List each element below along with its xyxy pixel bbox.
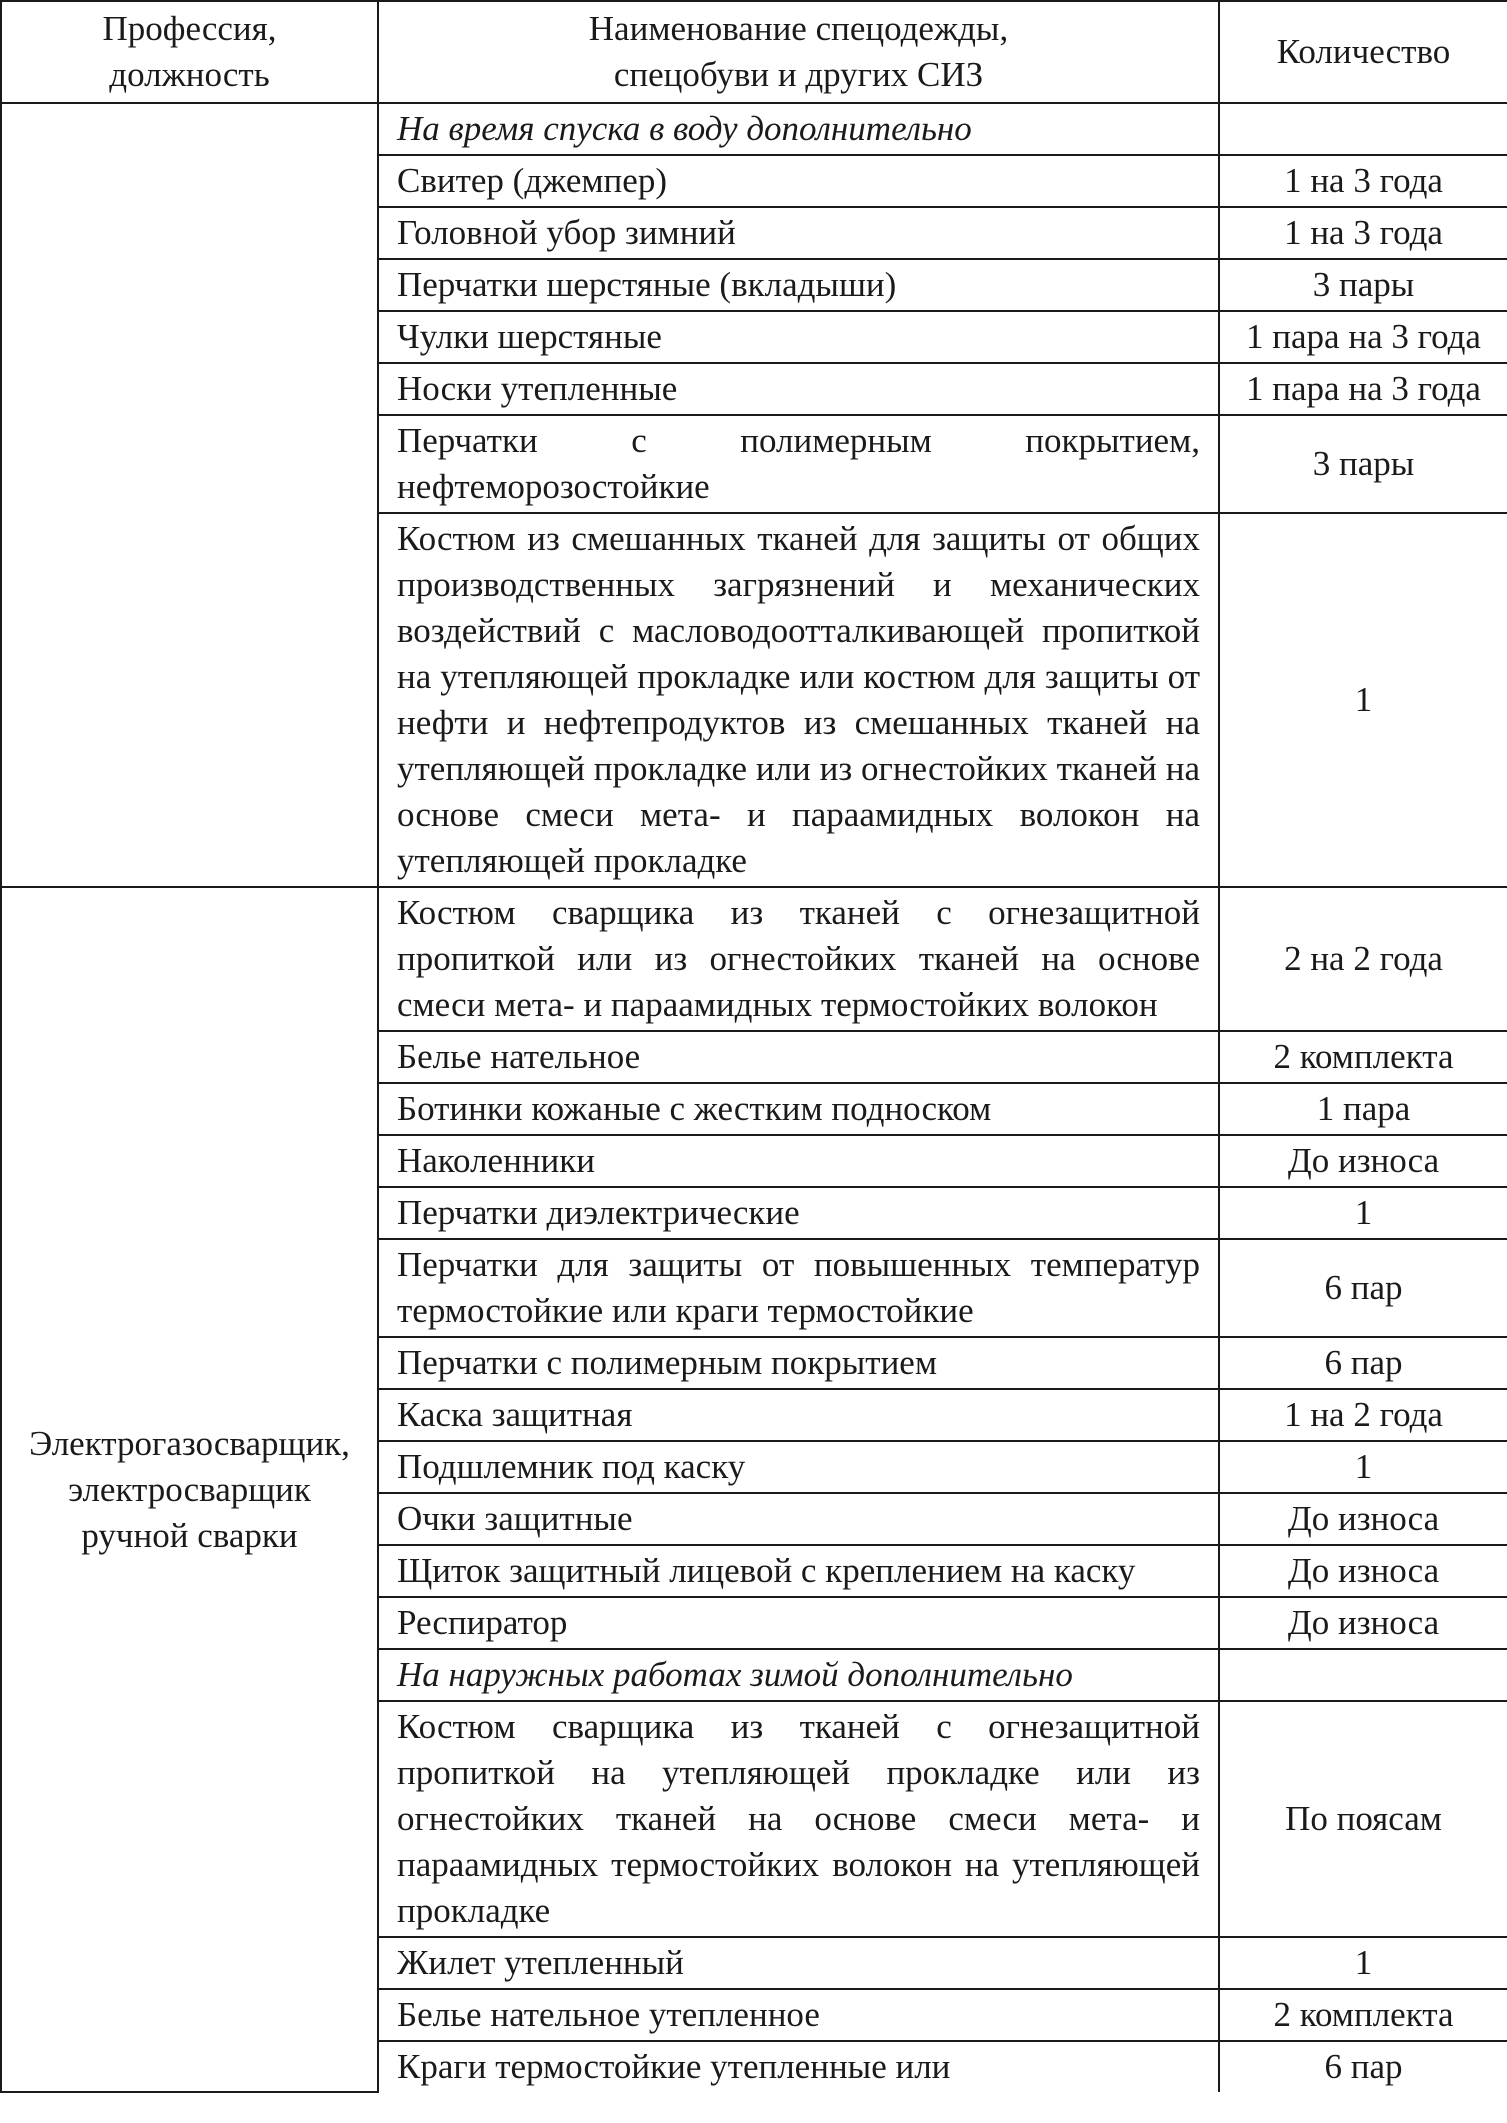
item-cell: Перчатки шерстяные (вкладыши) bbox=[378, 259, 1219, 311]
table-body bbox=[1, 103, 1507, 2092]
quantity-cell: До износа bbox=[1219, 1597, 1507, 1649]
header-quantity: Количество bbox=[1219, 1, 1507, 103]
item-cell: Краги термостойкие утепленные или bbox=[378, 2041, 1219, 2092]
quantity-cell bbox=[1219, 103, 1507, 155]
quantity-cell: 1 на 3 года bbox=[1219, 207, 1507, 259]
quantity-cell: 1 bbox=[1219, 1187, 1507, 1239]
item-cell: Подшлемник под каску bbox=[378, 1441, 1219, 1493]
section-note-cell: На время спуска в воду дополнительно bbox=[378, 103, 1219, 155]
item-cell: Респиратор bbox=[378, 1597, 1219, 1649]
item-cell: Белье нательное bbox=[378, 1031, 1219, 1083]
quantity-cell: 2 комплекта bbox=[1219, 1031, 1507, 1083]
item-cell: Носки утепленные bbox=[378, 363, 1219, 415]
quantity-cell: 1 на 2 года bbox=[1219, 1389, 1507, 1441]
quantity-cell: До износа bbox=[1219, 1493, 1507, 1545]
table-row bbox=[1, 887, 1507, 1031]
quantity-cell: 3 пары bbox=[1219, 259, 1507, 311]
item-cell: Костюм сварщика из тканей с огнезащитной пропиткой на утепляющей прокладке или из огнестойких тканей на основе смеси мета- и параамидных термостойких волокон на утепляющей прокладке bbox=[378, 1701, 1219, 1937]
item-cell: Жилет утепленный bbox=[378, 1937, 1219, 1989]
item-cell: Костюм из смешанных тканей для защиты от общих производственных загрязнений и механических воздействий с масловодоотталкивающей пропиткой на утепляющей прокладке или костюм для защиты от нефти и нефтепродуктов из смешанных тканей на утепляющей прокладке или из огнестойких тканей на основе смеси мета- и параамидных волокон на утепляющей прокладке bbox=[378, 513, 1219, 887]
profession-cell: Электрогазосварщик, электросварщик ручной сварки bbox=[1, 887, 378, 2092]
item-cell: Свитер (джемпер) bbox=[378, 155, 1219, 207]
quantity-cell: 6 пар bbox=[1219, 1239, 1507, 1337]
item-cell: Головной убор зимний bbox=[378, 207, 1219, 259]
quantity-cell: 2 комплекта bbox=[1219, 1989, 1507, 2041]
table-header-row bbox=[1, 1, 1507, 103]
item-cell: Перчатки с полимерным покрытием bbox=[378, 1337, 1219, 1389]
quantity-cell bbox=[1219, 1649, 1507, 1701]
profession-cell bbox=[1, 103, 378, 887]
quantity-cell: 1 bbox=[1219, 1441, 1507, 1493]
header-profession: Профессия, должность bbox=[1, 1, 378, 103]
quantity-cell: 6 пар bbox=[1219, 2041, 1507, 2092]
item-cell: Очки защитные bbox=[378, 1493, 1219, 1545]
item-cell: Ботинки кожаные с жестким подноском bbox=[378, 1083, 1219, 1135]
section-note-cell: На наружных работах зимой дополнительно bbox=[378, 1649, 1219, 1701]
item-cell: Костюм сварщика из тканей с огнезащитной пропиткой или из огнестойких тканей на основе смеси мета- и параамидных термостойких волокон bbox=[378, 887, 1219, 1031]
item-cell: Белье нательное утепленное bbox=[378, 1989, 1219, 2041]
quantity-cell: 1 пара на 3 года bbox=[1219, 311, 1507, 363]
header-item: Наименование спецодежды, спецобуви и других СИЗ bbox=[378, 1, 1219, 103]
quantity-cell: До износа bbox=[1219, 1545, 1507, 1597]
table-row bbox=[1, 103, 1507, 155]
item-cell: Перчатки для защиты от повышенных температур термостойкие или краги термостойкие bbox=[378, 1239, 1219, 1337]
quantity-cell: 1 на 3 года bbox=[1219, 155, 1507, 207]
quantity-cell: 1 пара на 3 года bbox=[1219, 363, 1507, 415]
item-cell: Перчатки с полимерным покрытием, нефтеморозостойкие bbox=[378, 415, 1219, 513]
item-cell: Щиток защитный лицевой с креплением на каску bbox=[378, 1545, 1219, 1597]
quantity-cell: 1 bbox=[1219, 1937, 1507, 1989]
quantity-cell: 1 bbox=[1219, 513, 1507, 887]
quantity-cell: 6 пар bbox=[1219, 1337, 1507, 1389]
item-cell: Каска защитная bbox=[378, 1389, 1219, 1441]
quantity-cell: 1 пара bbox=[1219, 1083, 1507, 1135]
quantity-cell: По поясам bbox=[1219, 1701, 1507, 1937]
item-cell: Перчатки диэлектрические bbox=[378, 1187, 1219, 1239]
quantity-cell: 3 пары bbox=[1219, 415, 1507, 513]
item-cell: Чулки шерстяные bbox=[378, 311, 1219, 363]
item-cell: Наколенники bbox=[378, 1135, 1219, 1187]
quantity-cell: 2 на 2 года bbox=[1219, 887, 1507, 1031]
quantity-cell: До износа bbox=[1219, 1135, 1507, 1187]
